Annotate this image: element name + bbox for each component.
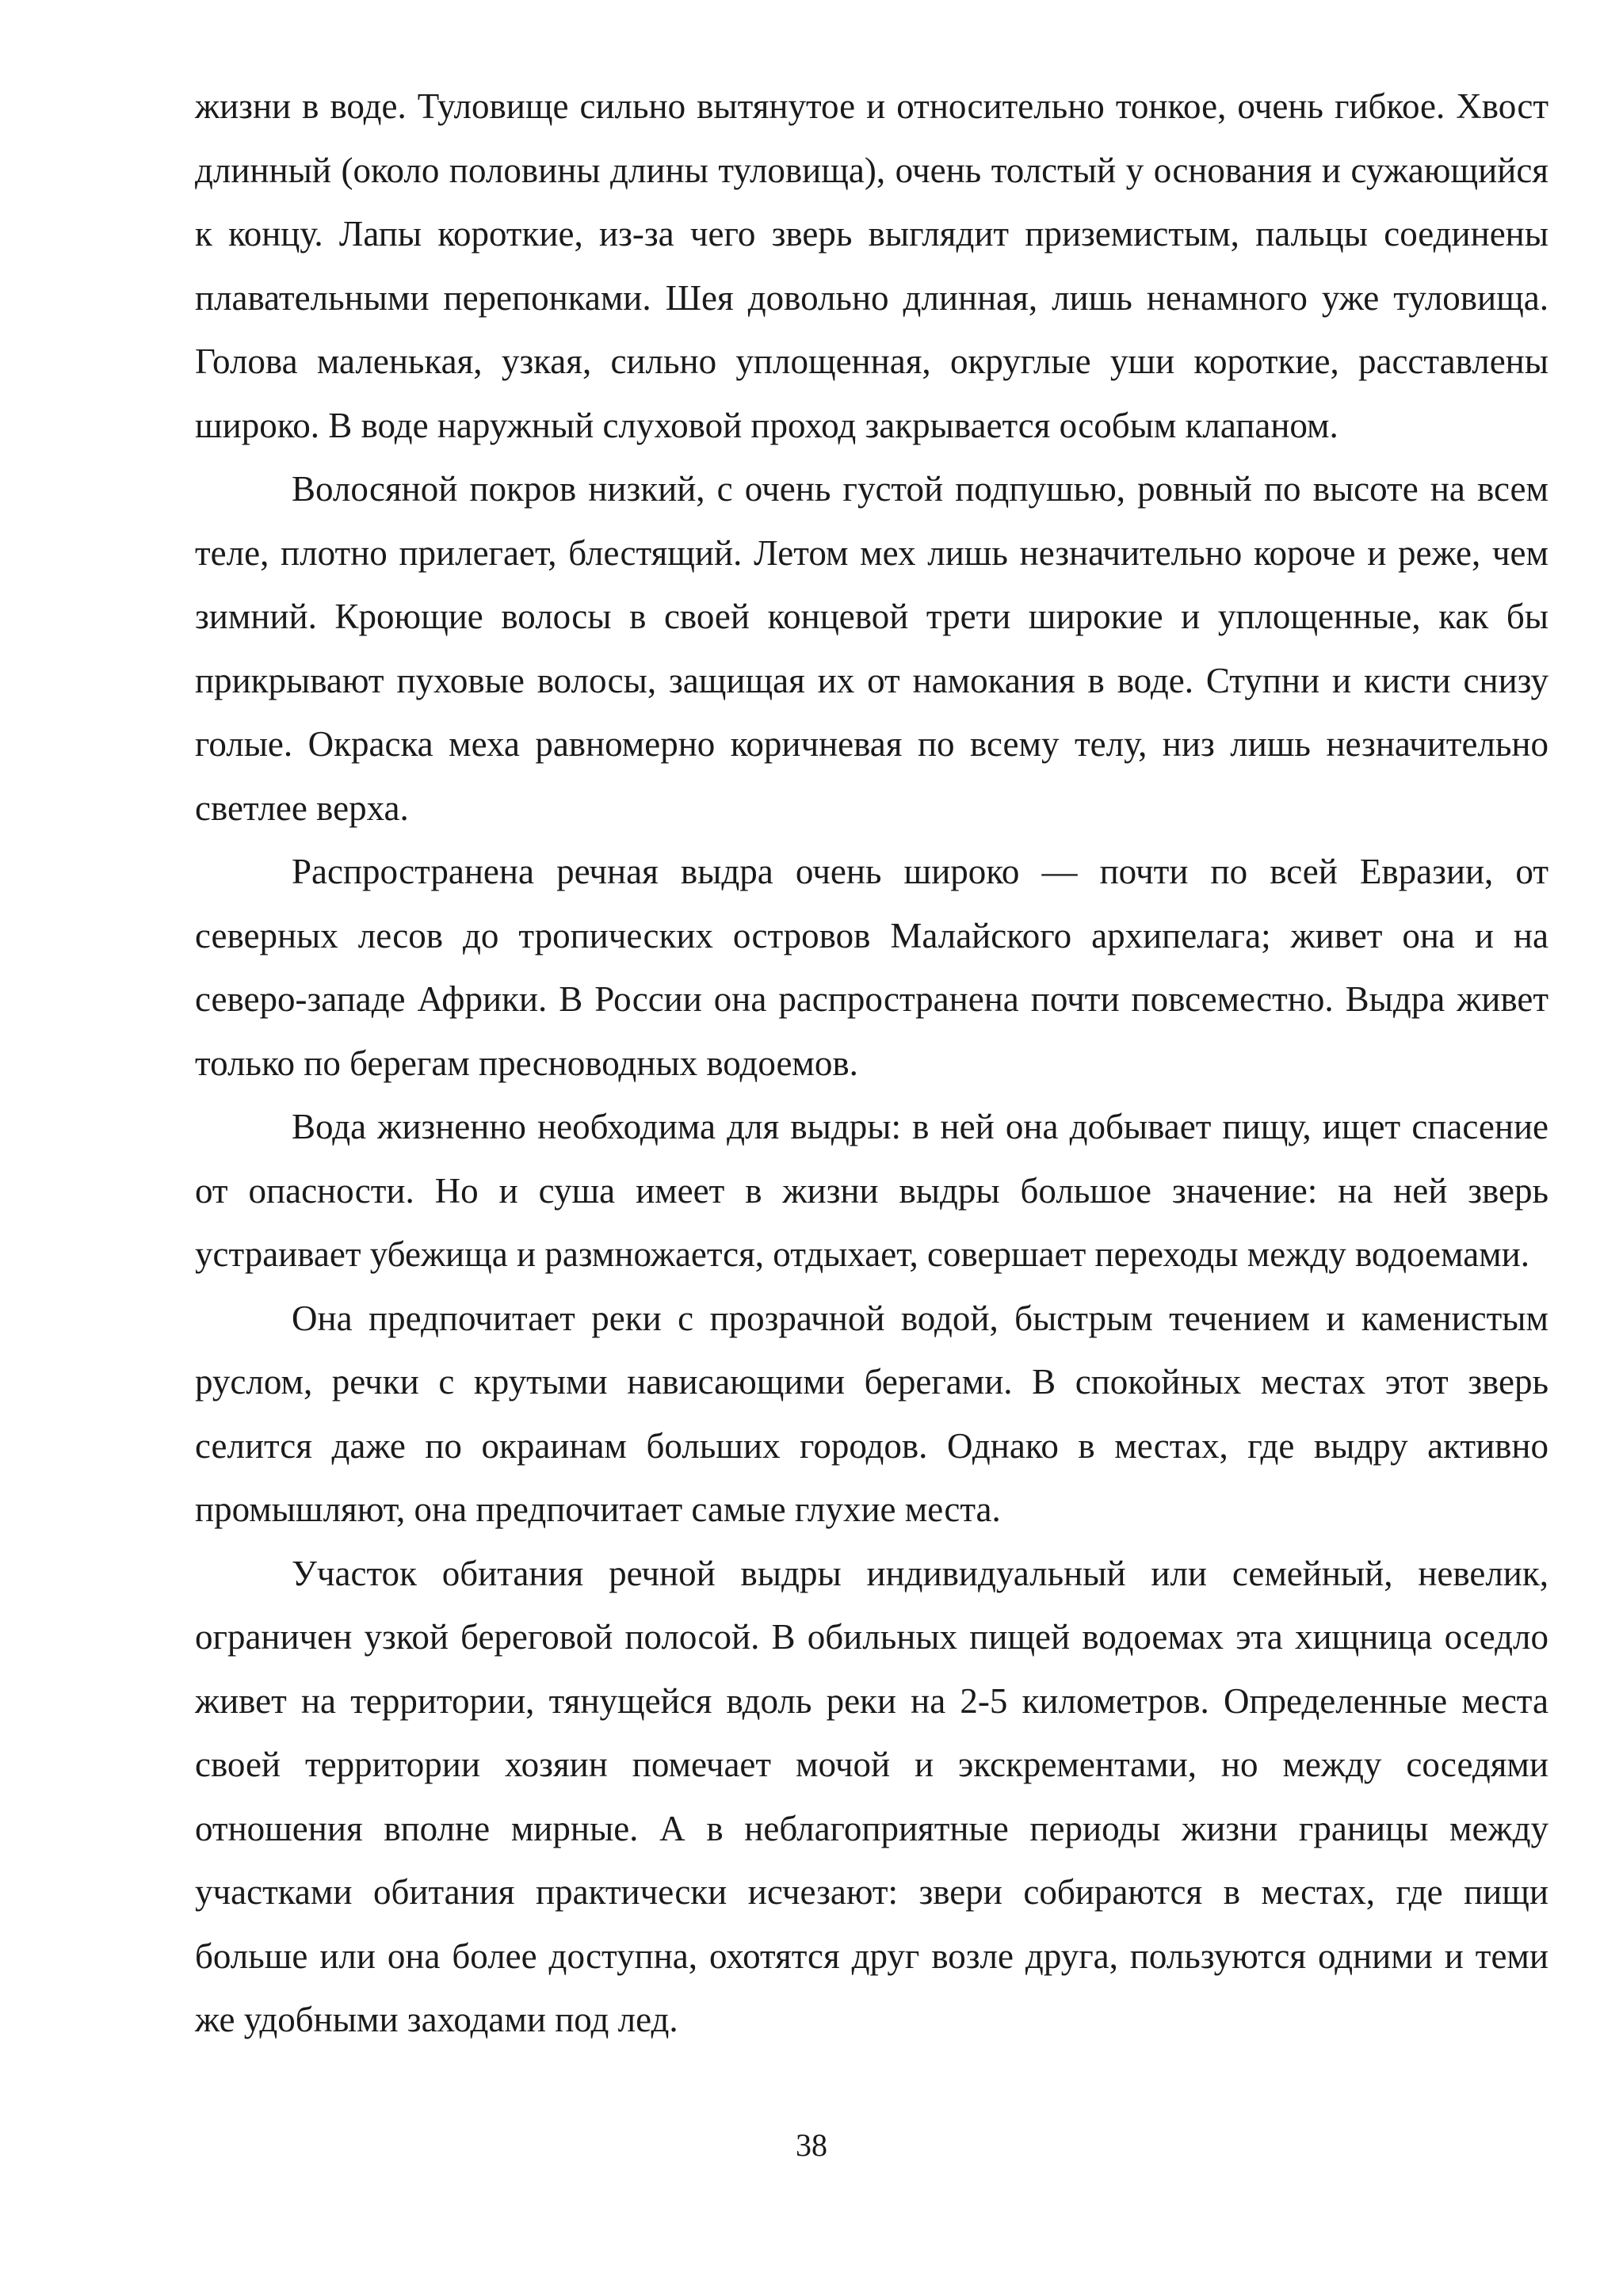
paragraph-habitat-preference: Она предпочитает реки с прозрачной водой, быстрым течением и каменистым руслом, речки с крутыми нависающими берегами. В спокойных местах этот зверь селится даже по окраинам больших городов. Однако в местах, где выдру активно промышляют, она предпочитает самые глухие места.	[195, 1298, 1549, 1529]
body-text	[195, 74, 1549, 2052]
paragraph-territory: Участок обитания речной выдры индивидуальный или семейный, невелик, ограничен узкой береговой полосой. В обильных пищей водоемах эта хищница оседло живет на территории, тянущейся вдоль реки на 2-5 километров. Определенные места своей территории хозяин помечает мочой и экскрементами, но между соседями отношения вполне мирные. А в неблагоприятные периоды жизни границы между участками обитания практически исчезают: звери собираются в местах, где пищи больше или она более доступна, охотятся друг возле друга, пользуются одними и теми же удобными заходами под лед.	[195, 1553, 1549, 2039]
paragraph-fur: Волосяной покров низкий, с очень густой подпушью, ровный по высоте на всем теле, плотно прилегает, блестящий. Летом мех лишь незначительно короче и реже, чем зимний. Кроющие волосы в своей концевой трети широкие и уплощенные, как бы прикрывают пуховые волосы, защищая их от намокания в воде. Ступни и кисти снизу голые. Окраска меха равномерно коричневая по всему телу, низ лишь незначительно светлее верха.	[195, 469, 1549, 828]
paragraph-continuation: жизни в воде. Туловище сильно вытянутое и относительно тонкое, очень гибкое. Хвост длинный (около половины длины туловища), очень толстый у основания и сужающийся к концу. Лапы короткие, из-за чего зверь выглядит приземистым, пальцы соединены плавательными перепонками. Шея довольно длинная, лишь ненамного уже туловища. Голова маленькая, узкая, сильно уплощенная, округлые уши короткие, расставлены широко. В воде наружный слуховой проход закрывается особым клапаном.	[195, 86, 1549, 445]
page-number: 38	[796, 2127, 827, 2163]
paragraph-distribution: Распространена речная выдра очень широко — почти по всей Евразии, от северных лесов до тропических островов Малайского архипелага; живет она и на северо-западе Африки. В России она распространена почти повсеместно. Выдра живет только по берегам пресноводных водоемов.	[195, 852, 1549, 1083]
paragraph-water-importance: Вода жизненно необходима для выдры: в ней она добывает пищу, ищет спасение от опасности. Но и суша имеет в жизни выдры большое значение: на ней зверь устраивает убежища и размножается, отдыхает, совершает переходы между водоемами.	[195, 1107, 1549, 1274]
